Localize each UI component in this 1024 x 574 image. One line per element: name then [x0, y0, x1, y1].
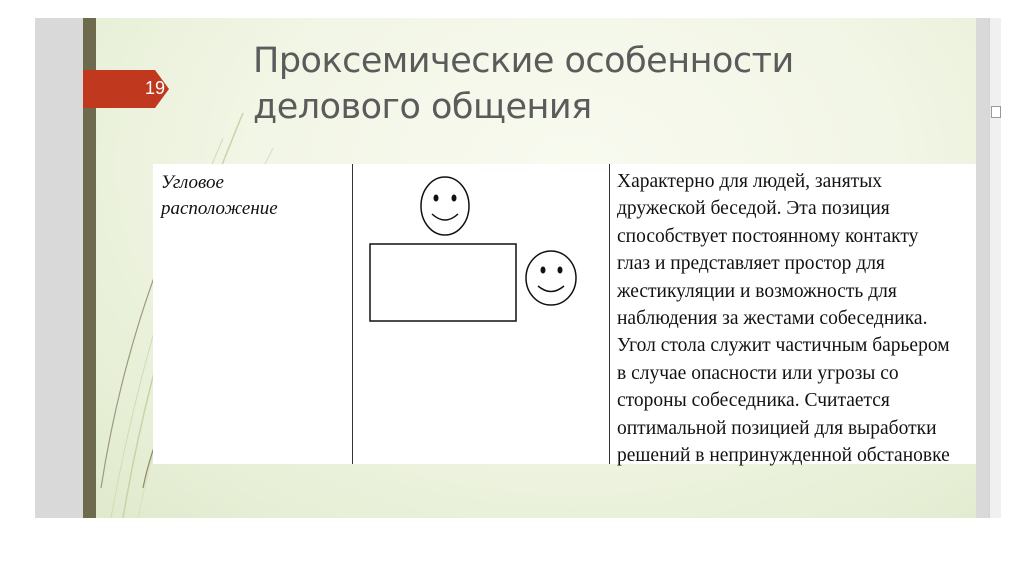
slide-frame [35, 18, 1000, 518]
page-number: 19 [144, 78, 166, 98]
smiley-face-icon [421, 177, 469, 235]
description-line: жестикуляции и возможность для [617, 280, 897, 302]
description-line: оптимальной позицией для выработки [617, 417, 937, 439]
slide-title-line-2: делового общения [253, 87, 592, 127]
description-line: дружеской беседой. Эта позиция [617, 198, 890, 220]
scrollbar-thumb[interactable] [991, 106, 1001, 118]
description-line: в случае опасности или угрозы со [617, 362, 899, 384]
position-label-line-2: расположение [161, 198, 278, 219]
description-line: Угол стола служит частичным барьером [617, 335, 950, 357]
seating-diagram [353, 164, 613, 464]
smiley-face-icon [526, 251, 576, 305]
description-line: решений в непринужденной обстановке [617, 445, 950, 467]
description-cell [617, 168, 976, 469]
content-table [153, 164, 976, 467]
slide [83, 18, 976, 518]
table-rectangle [370, 244, 516, 321]
description-line: наблюдения за жестами собеседника. [617, 308, 928, 330]
description-line: стороны собеседника. Считается [617, 390, 890, 412]
description-line: способствует постоянному контакту [617, 225, 919, 247]
slide-title-line-1: Проксемические особенности [253, 41, 794, 81]
slide-title [253, 38, 903, 130]
position-label-cell [161, 170, 341, 222]
description-line: глаз и представляет простор для [617, 253, 885, 275]
vertical-scrollbar[interactable] [989, 18, 1001, 518]
position-label-line-1: Угловое [161, 172, 224, 193]
description-line: Характерно для людей, занятых [617, 171, 883, 192]
